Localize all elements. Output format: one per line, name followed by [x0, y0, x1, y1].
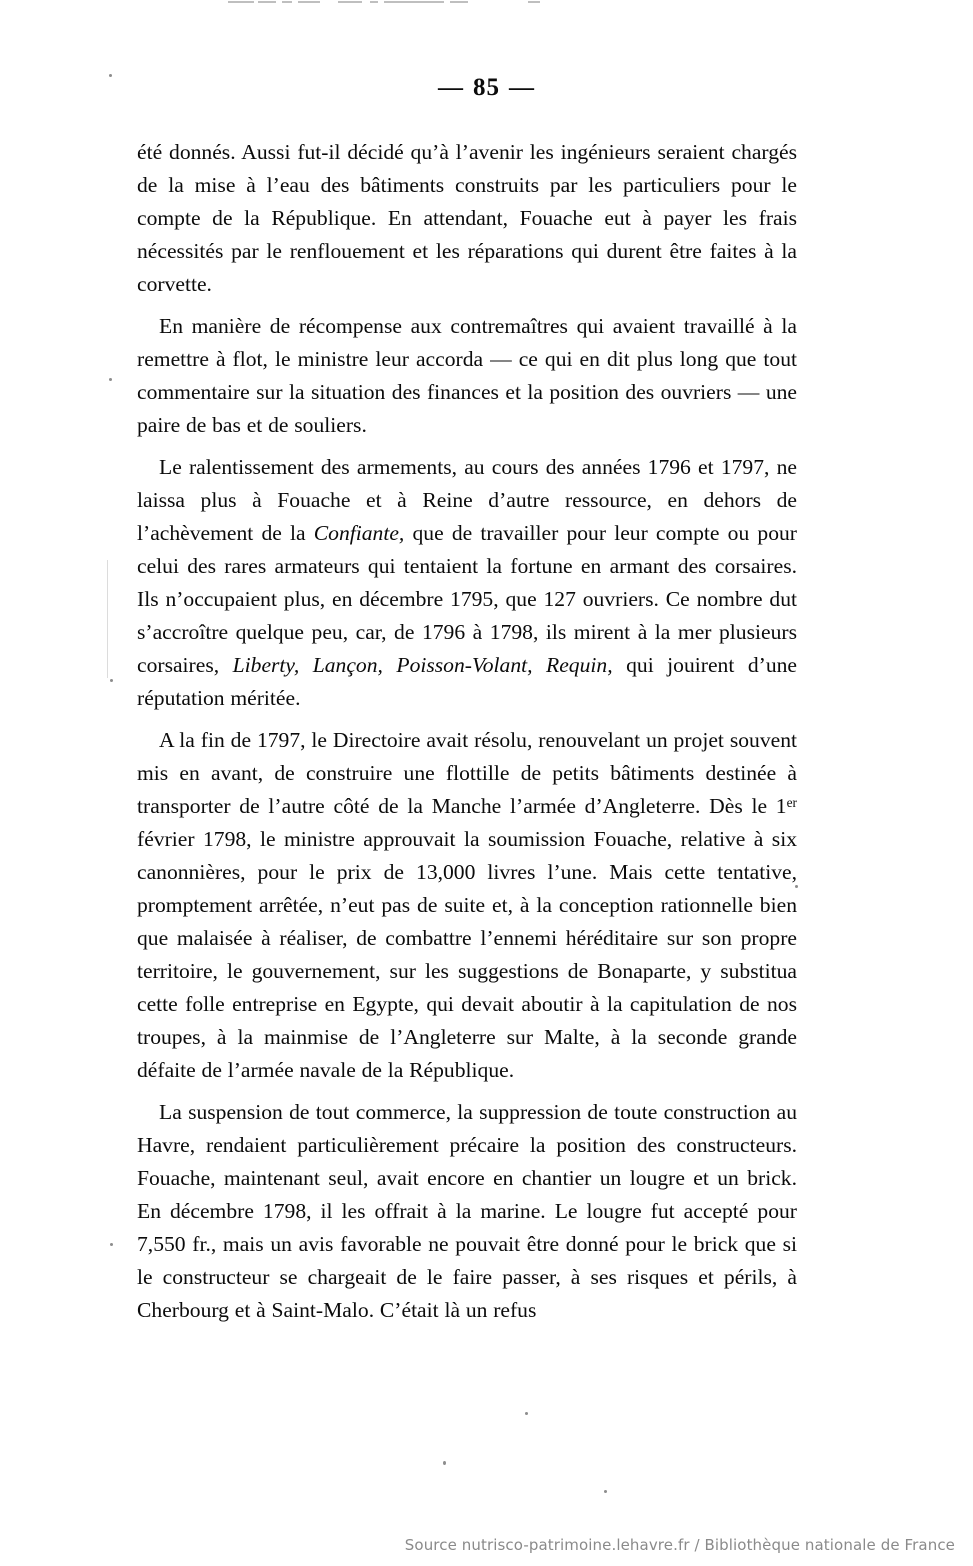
ordinal-superscript: er	[786, 794, 797, 810]
scan-speck	[604, 1490, 607, 1493]
page-folio	[0, 74, 973, 102]
text-run: En manière de récompense aux contremaîtres qui avaient travaillé à la remettre à flot, le ministre leur accorda — ce qui en dit plus long que tout commentaire sur la situation des finances et la position des ouvriers — une paire de bas et de souliers.	[137, 314, 797, 437]
text-run: A la fin de 1797, le Directoire avait résolu, renouvelant un projet souvent mis en avant, de construire une flottille de petits bâtiments destinée à transporter de l’autre côté de la Manche l’armée d’Angleterre. Dès le 1	[137, 728, 797, 818]
folio-number: 85	[473, 74, 500, 101]
ship-name-italic: Liberty, Lançon, Poisson-Volant, Requin,	[232, 653, 613, 677]
text-run: Le ralentissement des armements, au cours des années 1796 et 1797, ne laissa plus à Fouache et à Reine d’autre ressource, en dehors de l’achèvement de la	[137, 455, 797, 545]
body-paragraph	[137, 724, 797, 1087]
text-run: été donnés. Aussi fut-il décidé qu’à l’avenir les ingénieurs seraient chargés de la mise à l’eau des bâtiments construits par les particuliers pour le compte de la République. En attendant, Fouache eut à payer les frais nécessités par le renflouement et les réparations qui durent être faites à la corvette.	[137, 140, 797, 296]
scan-speck	[110, 679, 113, 682]
text-run: février 1798, le ministre approuvait la soumission Fouache, relative à six canonnières, pour le prix de 13,000 livres l’une. Mais cette tentative, promptement arrêtée, n’eut pas de suite et, à la conception rationnelle bien que malaisée à réaliser, de combattre l’ennemi héréditaire sur son propre territoire, le gouvernement, sur les suggestions de Bonaparte, y substitua cette folle entreprise en Egypte, qui devait aboutir à la capitulation de nos troupes, à la mainmise de l’Angleterre sur Malte, à la seconde grande défaite de l’armée navale de la République.	[137, 827, 797, 1082]
body-paragraph	[137, 136, 797, 301]
scan-speck	[443, 1461, 446, 1465]
text-run: qui jouirent d’une réputation méritée.	[137, 653, 798, 710]
body-paragraph	[137, 451, 797, 715]
body-paragraph	[137, 1096, 797, 1327]
folio-dash-left: —	[438, 74, 464, 101]
body-paragraph	[137, 310, 797, 442]
scan-speck	[110, 1243, 113, 1246]
scan-artifact-top-edge	[228, 0, 648, 5]
text-run: La suspension de tout commerce, la suppression de toute construction au Havre, rendaient particulièrement précaire la position des constructeurs. Fouache, maintenant seul, avait encore en chantier un lougre et un brick. En décembre 1798, il les offrait à la marine. Le lougre fut accepté pour 7,550 fr., mais un avis favorable ne pouvait être donné pour le brick que si le constructeur se chargeait de le faire passer, à ses risques et périls, à Cherbourg et à Saint-Malo. C’était là un refus	[137, 1100, 797, 1322]
scan-speck	[109, 378, 112, 381]
folio-dash-right: —	[509, 74, 535, 101]
body-text-block	[137, 136, 797, 1327]
scan-speck	[525, 1412, 528, 1415]
scan-artifact-margin-rule	[107, 560, 108, 678]
ship-name-italic: Confiante,	[313, 521, 405, 545]
text-run: que de travailler pour leur compte ou pour celui des rares armateurs qui tentaient la fortune en armant des corsaires. Ils n’occupaient plus, en décembre 1795, que 127 ouvriers. Ce nombre dut s’accroître quelque peu, car, de 1796 à 1798, ils mirent à la mer plusieurs corsaires,	[137, 521, 797, 677]
source-credit: Source nutrisco-patrimoine.lehavre.fr / Bibliothèque nationale de France	[404, 1536, 955, 1554]
